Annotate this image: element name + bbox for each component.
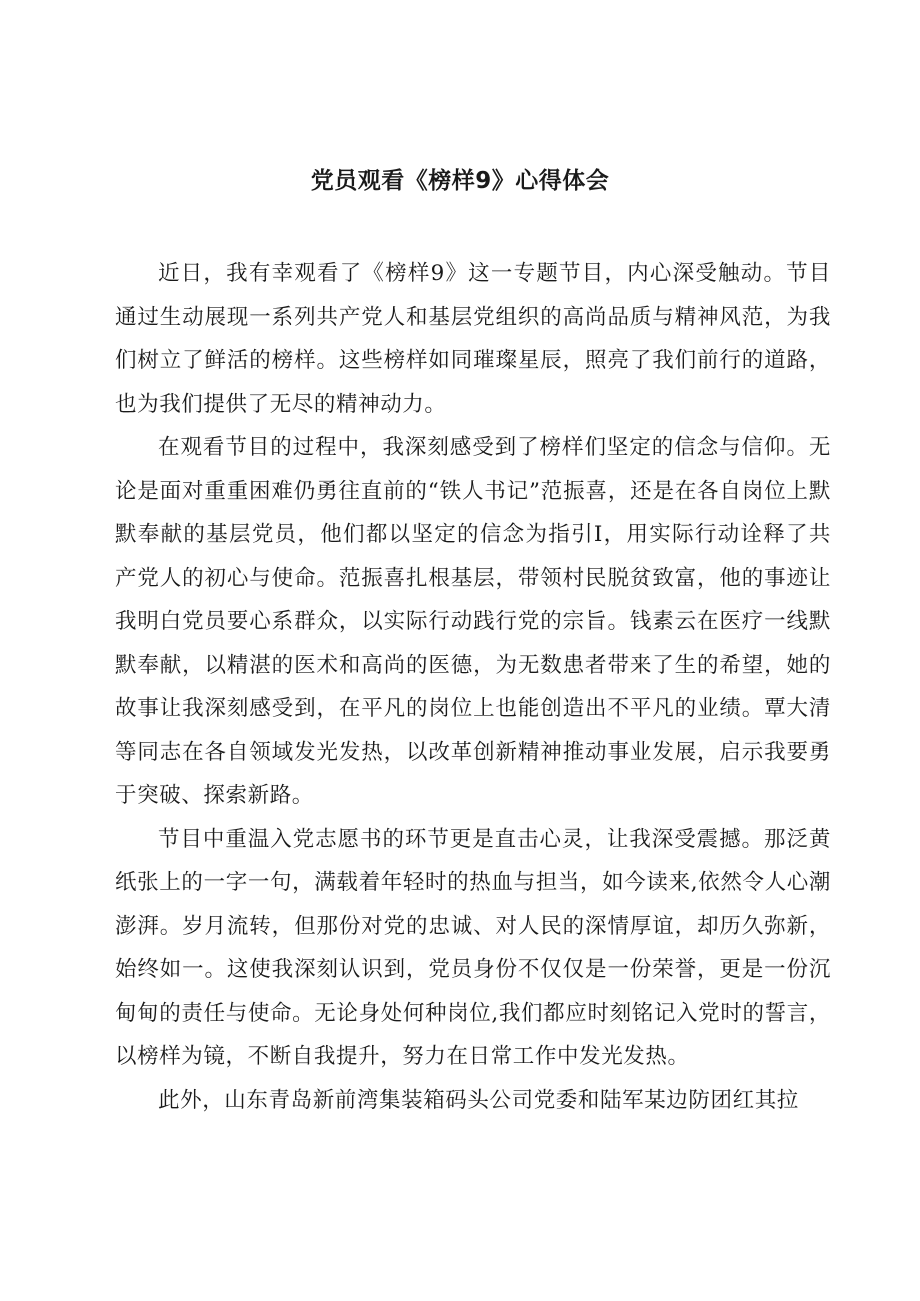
document-title: 党员观看《榜样9》心得体会 bbox=[310, 168, 610, 194]
paragraph: 节目中重温入党志愿书的环节更是直击心灵，让我深受震撼。那泛黄纸张上的一字一句，满载着年轻时的热血与担当，如今读来,依然令人心潮澎湃。岁月流转，但那份对党的忠诚、对人民的深情厚谊，却历久弥新，始终如一。这使我深刻认识到，党员身份不仅仅是一份荣誉，更是一份沉甸甸的责任与使命。无论身处何种岗位,我们都应时刻铭记入党时的誓言，以榜样为镜，不断自我提升，努力在日常工作中发光发热。 bbox=[115, 826, 831, 1069]
paragraph: 此外，山东青岛新前湾集装箱码头公司党委和陆军某边防团红其拉 bbox=[158, 1087, 799, 1113]
paragraph: 在观看节目的过程中，我深刻感受到了榜样们坚定的信念与信仰。无论是面对重重困难仍勇往直前的“铁人书记”范振喜，还是在各自岗位上默默奉献的基层党员，他们都以坚定的信念为指引I，用实际行动诠释了共产党人的初心与使命。范振喜扎根基层，带领村民脱贫致富，他的事迹让我明白党员要心系群众，以实际行动践行党的宗旨。钱素云在医疗一线默默奉献，以精湛的医术和高尚的医德，为无数患者带来了生的希望，她的故事让我深刻感受到，在平凡的岗位上也能创造出不平凡的业绩。覃大清等同志在各自领域发光发热，以改革创新精神推动事业发展，启示我要勇于突破、探索新路。 bbox=[115, 435, 831, 808]
document-body bbox=[115, 252, 831, 1122]
paragraph: 近日，我有幸观看了《榜样9》这一专题节目，内心深受触动。节目通过生动展现一系列共产党人和基层党组织的高尚品质与精神风范，为我们树立了鲜活的榜样。这些榜样如同璀璨星辰，照亮了我们前行的道路，也为我们提供了无尽的精神动力。 bbox=[115, 261, 831, 417]
